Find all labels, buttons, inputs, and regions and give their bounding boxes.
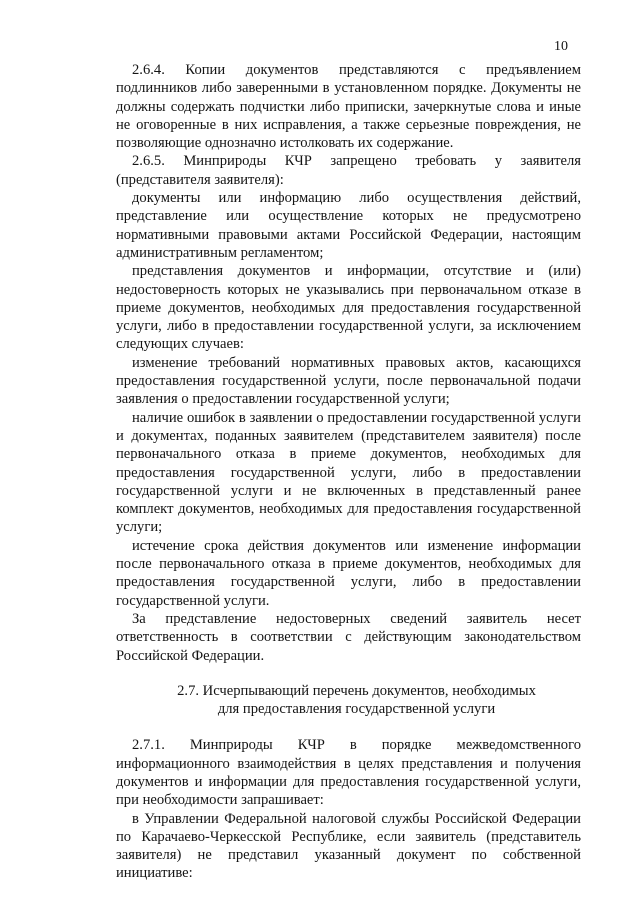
- section-heading-2-7: [116, 682, 581, 719]
- list-item-tax-service: в Управлении Федеральной налоговой службы Российской Федерации по Карачаево-Черкесской Республике, если заявитель (представитель заявителя) не представил указанный документ по собственной инициативе:: [116, 810, 581, 882]
- document-body: [116, 61, 581, 883]
- section-heading-line-2: для предоставления государственной услуги: [217, 701, 496, 718]
- list-item-representation: представления документов и информации, отсутствие и (или) недостоверность которых не указывались при первоначальном отказе в приеме документов, необходимых для предоставления государственной услуги, либо в предоставлении государственной услуги, за исключением следующих случаев:: [116, 263, 581, 353]
- paragraph-2-6-5: 2.6.5. Минприроды КЧР запрещено требовать у заявителя (представителя заявителя):: [116, 153, 581, 188]
- paragraph-2-7-1: 2.7.1. Минприроды КЧР в порядке межведомственного информационного взаимодействия в целях представления и получения документов и информации для предоставления государственной услуги, при необходимости запрашивает:: [116, 737, 581, 809]
- exception-item-requirements-change: изменение требований нормативных правовых актов, касающихся предоставления государственной услуги, после первоначальной подачи заявления о предоставлении государственной услуги;: [116, 354, 581, 408]
- paragraph-liability: За представление недостоверных сведений заявитель несет ответственность в соответствии с действующим законодательством Российской Федерации.: [116, 610, 581, 664]
- exception-item-expiry: истечение срока действия документов или изменение информации после первоначального отказа в приеме документов, необходимых для предоставления государственной услуги, либо в предоставлении государственной услуги.: [116, 537, 581, 609]
- paragraph-2-6-4: 2.6.4. Копии документов представляются с предъявлением подлинников либо заверенными в установленном порядке. Документы не должны содержать подчистки либо приписки, зачеркнутые слова и иные не оговоренные в них исправления, а также серьезные повреждения, не позволяющие однозначно истолковать их содержание.: [116, 62, 581, 152]
- section-heading-line-1: 2.7. Исчерпывающий перечень документов, необходимых: [177, 682, 536, 699]
- page-number: 10: [554, 39, 568, 54]
- list-item-documents: документы или информацию либо осуществления действий, представление или осуществление которых не предусмотрено нормативными правовыми актами Российской Федерации, настоящим административным регламентом;: [116, 190, 581, 261]
- exception-item-errors: наличие ошибок в заявлении о предоставлении государственной услуги и документах, поданных заявителем (представителем заявителя) после первоначального отказа в приеме документов, необходимых для предоставления государственной услуги, либо в предоставлении государственной услуги и не включенных в представленный ранее комплект документов, необходимых для предоставления государственной услуги;: [116, 409, 581, 536]
